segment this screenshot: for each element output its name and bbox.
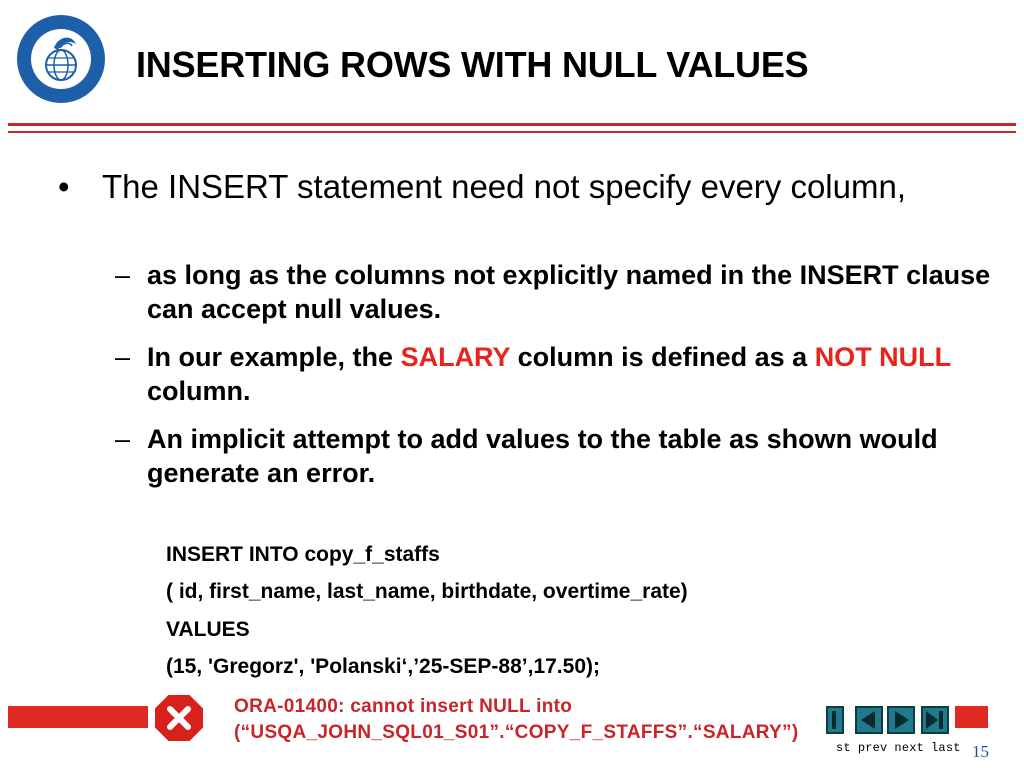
code-line: VALUES xyxy=(166,618,250,641)
sub-point-text-pre: In our example, the xyxy=(147,342,401,372)
sub-marker: – xyxy=(115,342,131,372)
sub-marker: – xyxy=(115,260,131,290)
title-rule-thin xyxy=(8,131,1016,133)
nav-prev-label[interactable]: prev xyxy=(857,741,888,755)
bullet-point xyxy=(58,166,988,207)
nav-next-label[interactable]: next xyxy=(894,741,925,755)
last-icon[interactable] xyxy=(921,706,949,734)
footer-band-left xyxy=(8,706,148,728)
bullet-marker: • xyxy=(58,168,70,205)
bullet-text: The INSERT statement need not specify every column, xyxy=(102,168,907,205)
slide-title: INSERTING ROWS WITH NULL VALUES xyxy=(136,44,809,85)
code-line: ( id, first_name, last_name, birthdate, overtime_rate) xyxy=(166,580,688,603)
nav-labels xyxy=(836,741,968,755)
not-null-highlight: NOT NULL xyxy=(814,342,951,372)
sub-point-text: An implicit attempt to add values to the table as shown would generate an error. xyxy=(147,424,938,488)
next-icon[interactable] xyxy=(887,706,915,734)
salary-highlight: SALARY xyxy=(400,342,511,372)
error-line-1: ORA-01400: cannot insert NULL into xyxy=(234,696,573,717)
nav-last-label[interactable]: last xyxy=(931,741,961,755)
sub-marker: – xyxy=(115,424,131,454)
page-number: 15 xyxy=(972,742,989,761)
first-icon[interactable] xyxy=(826,706,844,734)
error-line-2: (“USQA_JOHN_SQL01_S01”.“COPY_F_STAFFS”.“SALARY”) xyxy=(234,722,799,743)
code-line: INSERT INTO copy_f_staffs xyxy=(166,543,440,566)
sub-point-text: as long as the columns not explicitly named in the INSERT clause can accept null values. xyxy=(147,260,991,324)
logo-icon xyxy=(14,12,108,106)
nav-first-label[interactable]: st xyxy=(836,741,851,755)
sub-point-text xyxy=(147,340,995,408)
sub-point xyxy=(115,340,995,408)
error-x-icon xyxy=(152,692,206,744)
sub-point xyxy=(115,258,995,326)
sub-point-text-post: column. xyxy=(147,376,251,406)
error-message xyxy=(234,694,798,746)
institute-logo xyxy=(14,12,108,106)
sub-point xyxy=(115,422,995,490)
sub-point-text-mid: column is defined as a xyxy=(510,342,815,372)
code-line: (15, 'Gregorz', 'Polanski‘,’25-SEP-88’,17.50); xyxy=(166,655,600,678)
title-rule xyxy=(8,123,1016,126)
prev-icon[interactable] xyxy=(855,706,883,734)
footer-band-right xyxy=(955,706,988,728)
